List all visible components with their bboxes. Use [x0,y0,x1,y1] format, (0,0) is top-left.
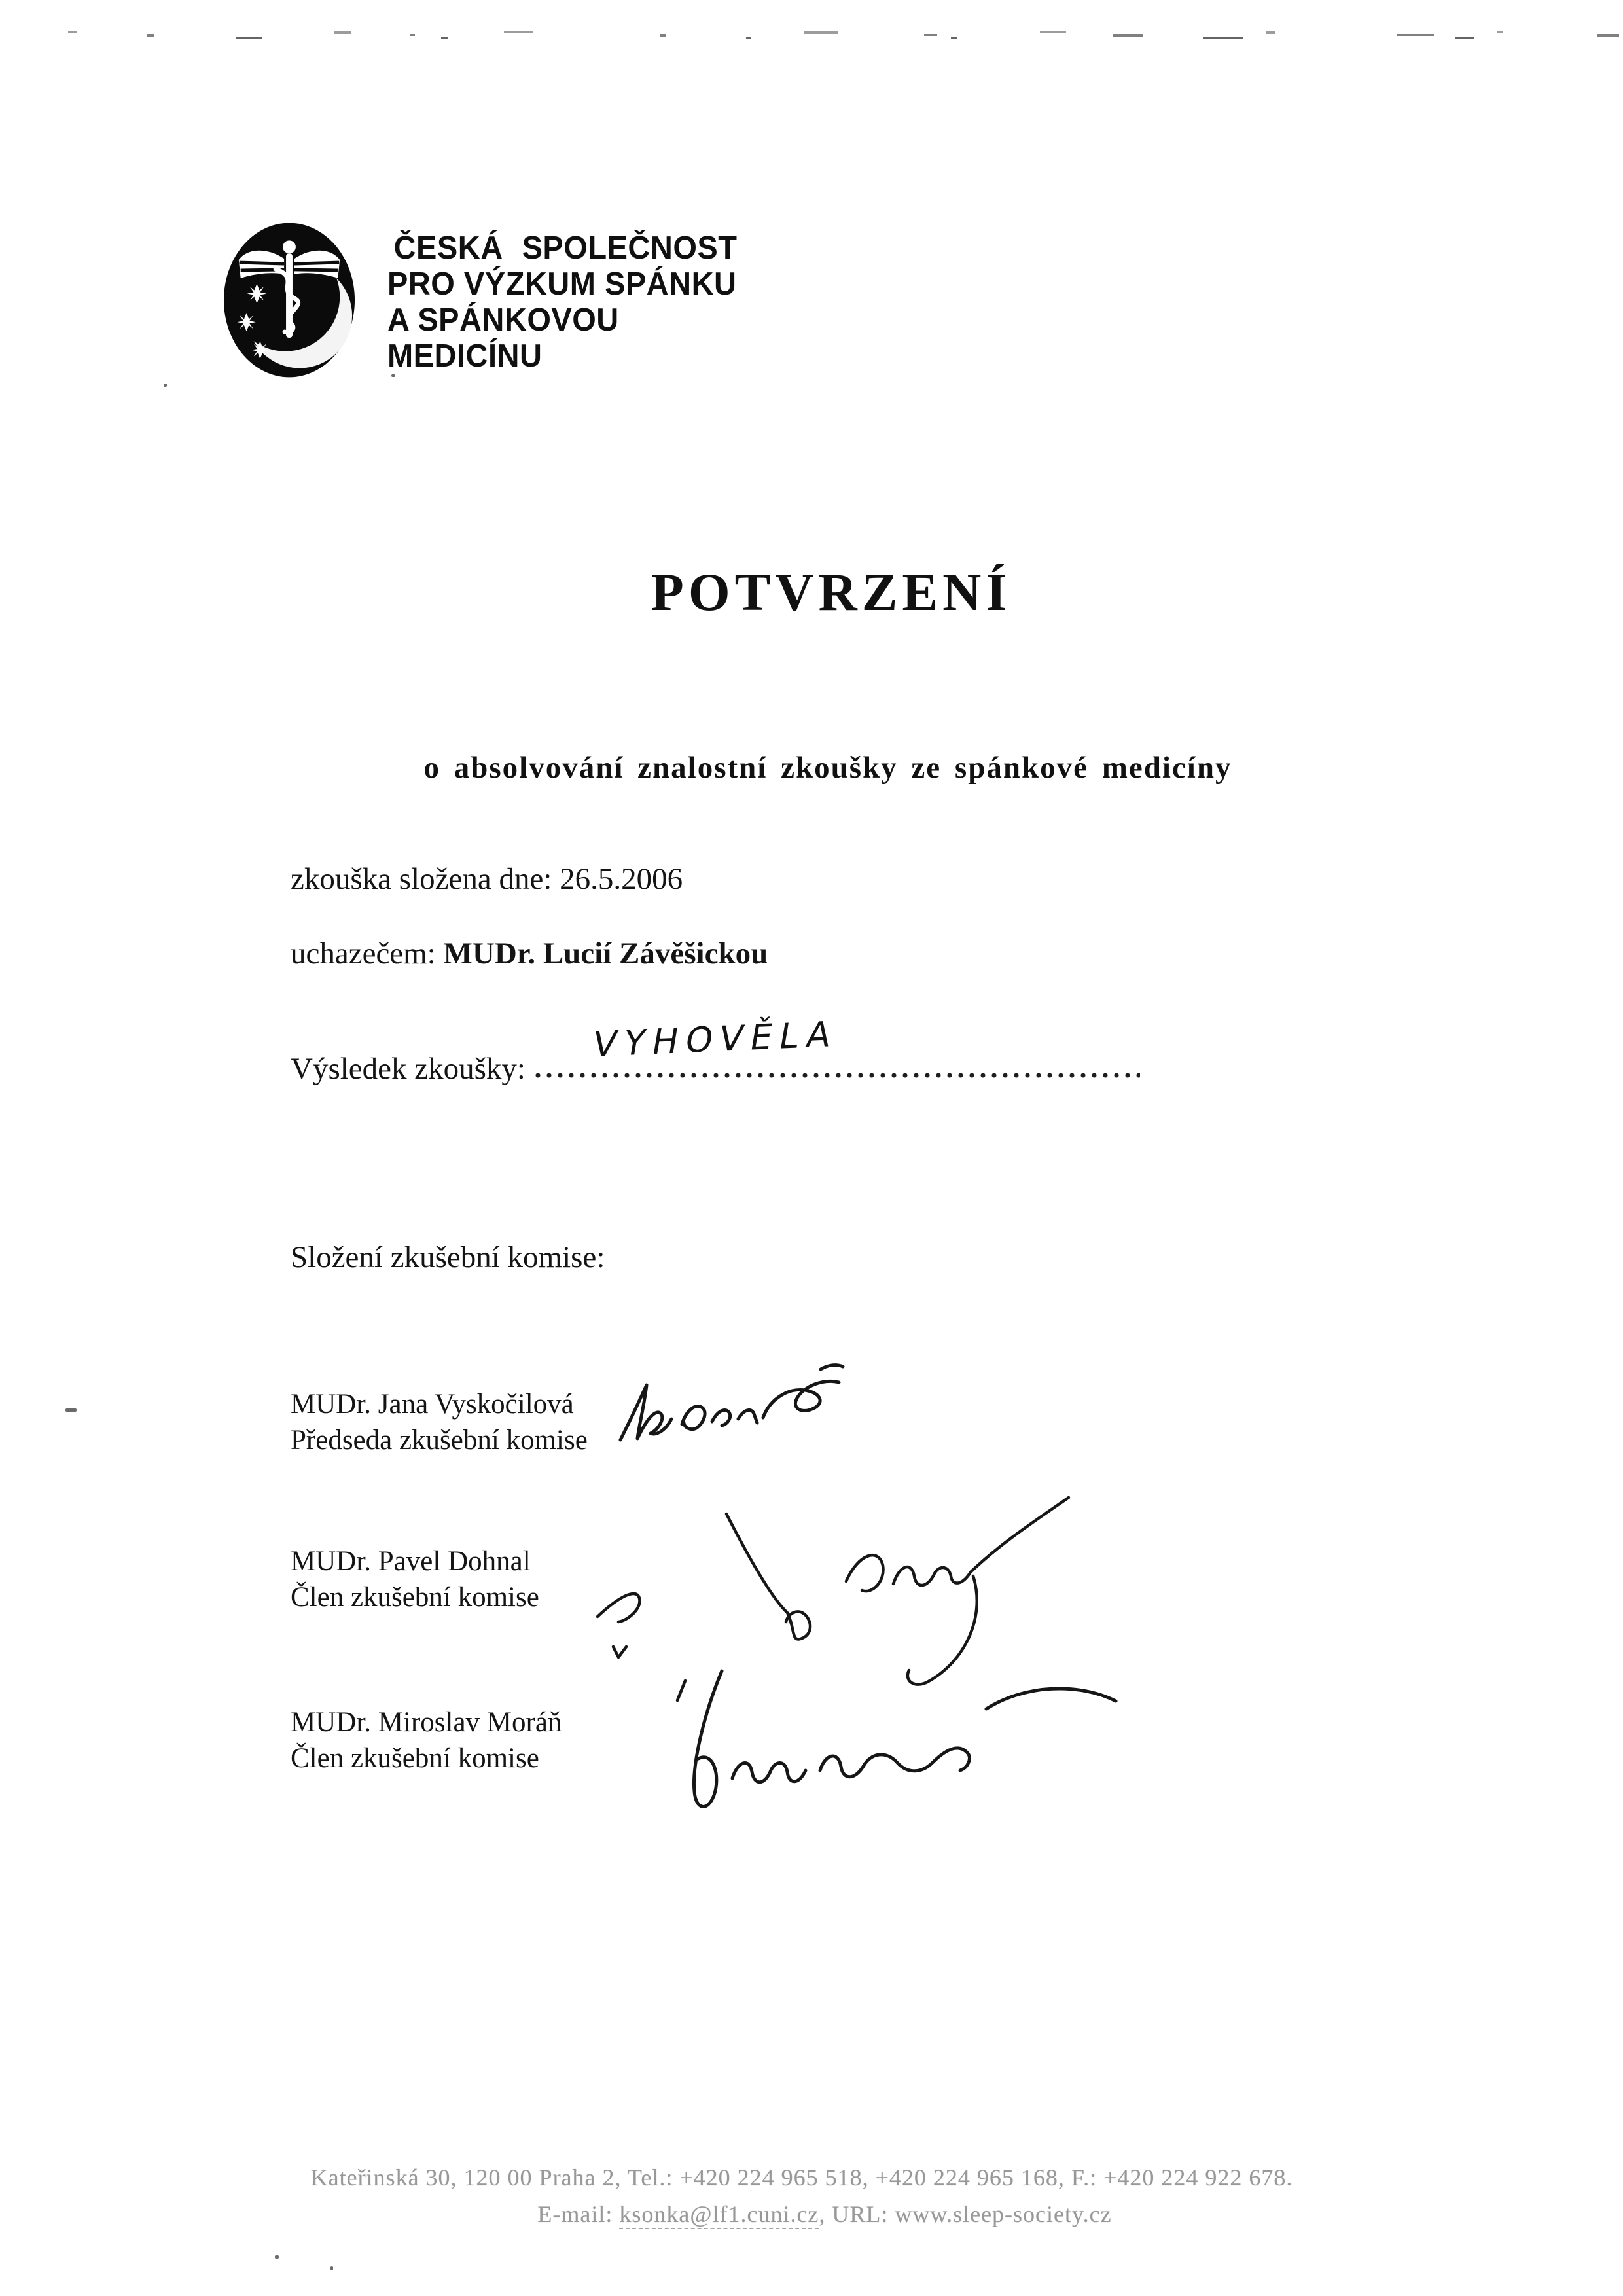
member-role: Člen zkušební komise [291,1743,539,1774]
scan-artifact-dash [1040,31,1066,33]
scan-artifact-dash [1266,31,1275,34]
signature-moran [599,1666,1129,1842]
scan-artifact-dash [924,34,937,36]
scan-artifact-dash [1497,31,1503,33]
member-role: Předseda zkušební komise [291,1425,588,1456]
footer-comma: , [819,2201,826,2227]
result-line [291,1014,1140,1086]
committee-heading: Složení zkušební komise: [291,1240,605,1274]
scan-artifact-dash [1455,37,1474,39]
result-dotted-line [535,1072,1140,1079]
scan-artifact-dash [660,34,666,37]
result-handwritten-value: VYHOVĚLA [590,1014,841,1066]
scan-artifact-dash [746,37,751,39]
org-name-line: ČESKÁ SPOLEČNOST [393,230,738,266]
candidate-line [291,936,768,971]
footer-email: ksonka@lf1.cuni.cz [619,2201,819,2229]
footer-url: www.sleep-society.cz [895,2201,1112,2227]
scan-artifact-dash [410,34,415,36]
document-subtitle: o absolvování znalostní zkoušky ze spánkové medicíny [423,751,1232,785]
scan-artifact-dash [1597,34,1619,37]
scan-artifact-dash [441,37,448,39]
signature-vyskocilova [614,1356,849,1461]
scan-artifact-dash [236,37,262,39]
footer-email-label: E-mail: [537,2201,613,2227]
candidate-label: uchazečem: [291,937,436,971]
member-role: Člen zkušební komise [291,1582,539,1613]
footer-contact-line [0,2200,1623,2228]
footer-address-line: Kateřinská 30, 120 00 Praha 2, Tel.: +420 224 965 518, +420 224 965 168, F.: +420 224 922 678. [310,2164,1293,2191]
committee-member [291,1704,562,1776]
scan-artifact-dash [804,31,838,34]
member-name: MUDr. Miroslav Moráň [291,1707,562,1738]
scan-artifact-dash [147,34,154,37]
scan-artifact-dash [951,37,957,39]
exam-date-value: 26.5.2006 [560,862,683,896]
member-name: MUDr. Pavel Dohnal [291,1546,531,1577]
org-name-line: MEDICÍNU [387,338,543,374]
result-label: Výsledek zkoušky: [291,1052,526,1086]
scan-artifact-speck [330,2266,333,2270]
committee-member [291,1543,539,1615]
scan-artifact-speck [164,384,167,387]
scan-artifact-speck [65,1408,77,1412]
scan-artifact-speck [391,374,395,377]
member-name: MUDr. Jana Vyskočilová [291,1389,574,1420]
scan-artifact-dash [1203,37,1243,39]
scan-artifact-dash [68,31,77,33]
exam-date-line [291,861,683,897]
document-title: POTVRZENÍ [651,562,1012,622]
scan-artifact-speck [275,2255,279,2259]
footer-url-label: URL: [832,2201,889,2227]
sleep-society-logo-icon [221,220,357,381]
committee-member [291,1386,588,1458]
scan-artifact-dash [334,31,351,34]
candidate-name: MUDr. Lucií Závěšickou [443,937,768,971]
exam-date-label: zkouška složena dne: [291,862,552,896]
scan-artifact-dash [1113,34,1143,37]
org-name-line: A SPÁNKOVOU [387,302,619,338]
org-name [387,230,737,374]
scan-artifact-dash [1397,34,1434,36]
org-name-line: PRO VÝZKUM SPÁNKU [387,266,737,302]
scan-artifact-dash [504,31,533,33]
